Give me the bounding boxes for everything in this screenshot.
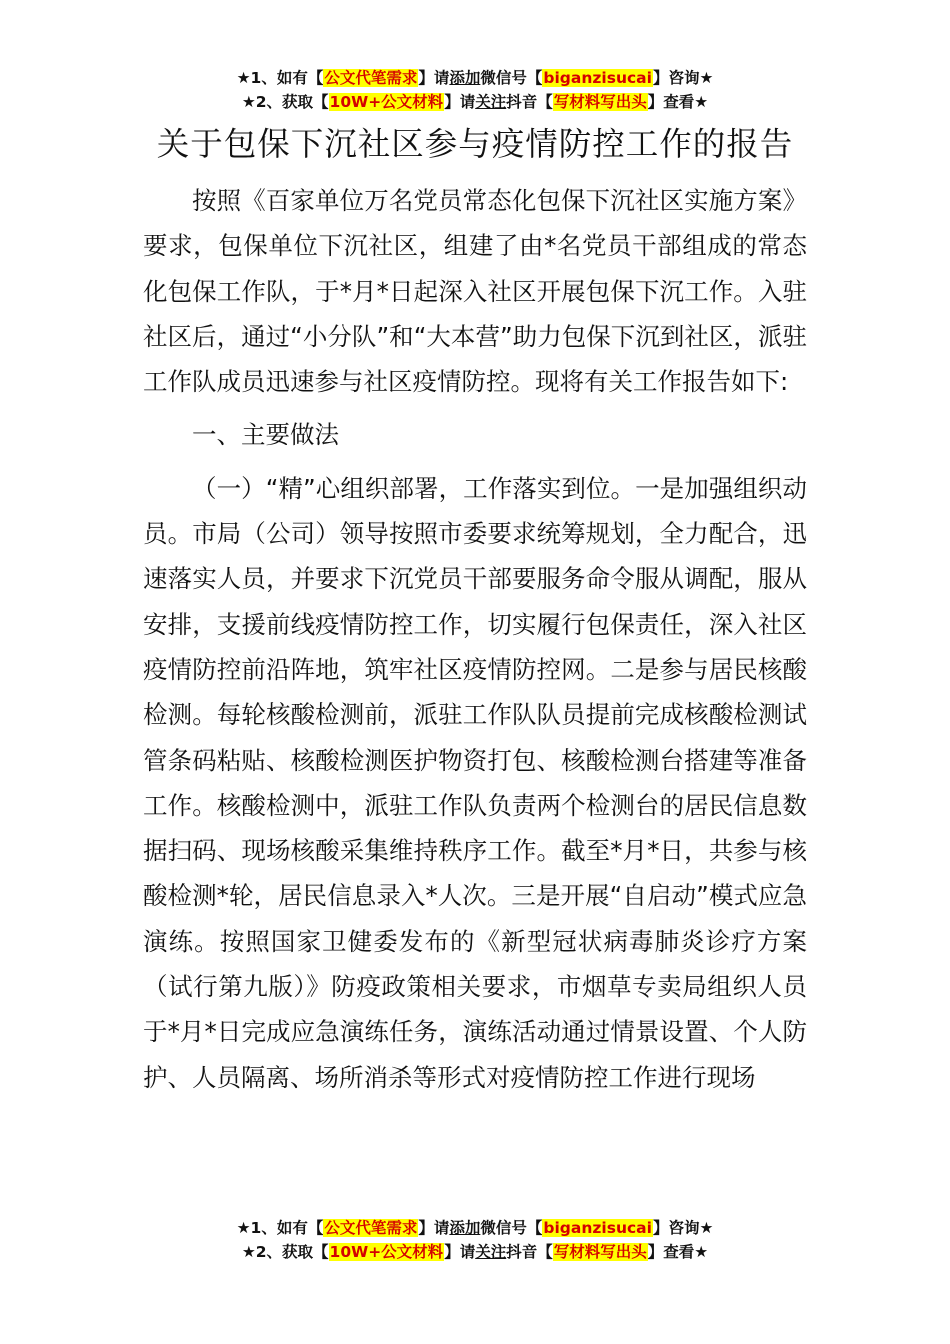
banner-text: 】咨询★ — [652, 1219, 714, 1237]
banner-text: 】查看★ — [647, 1243, 709, 1261]
underlined-text: 关注 — [475, 93, 507, 111]
banner-text: 】请 — [444, 93, 476, 111]
highlight-text: biganzisucai — [543, 69, 652, 87]
banner-text: 微信号【 — [480, 1219, 543, 1237]
banner-text: 】请 — [444, 1243, 476, 1261]
paragraph-section-1: （一）“精”心组织部署，工作落实到位。一是加强组织动员。市局（公司）领导按照市委要求统筹规划，全力配合，迅速落实人员，并要求下沉党员干部要服务命令服从调配，服从安排，支援前线疫情防控工作，切实履行包保责任，深入社区疫情防控前沿阵地，筑牢社区疫情防控网。二是参与居民核酸检测。每轮核酸检测前，派驻工作队队员提前完成核酸检测试管条码粘贴、核酸检测医护物资打包、核酸检测台搭建等准备工作。核酸检测中，派驻工作队负责两个检测台的居民信息数据扫码、现场核酸采集维持秩序工作。截至*月*日，共参与核酸检测*轮，居民信息录入*人次。三是开展“自启动”模式应急演练。按照国家卫健委发布的《新型冠状病毒肺炎诊疗方案（试行第九版）》防疫政策相关要求，市烟草专卖局组织人员于*月*日完成应急演练任务，演练活动通过情景设置、个人防护、人员隔离、场所消杀等形式对疫情防控工作进行现场 — [143, 473, 807, 1092]
underlined-text: 添加 — [449, 1219, 481, 1237]
banner-text: 微信号【 — [480, 69, 543, 87]
banner-line-1 — [0, 1216, 950, 1240]
highlight-text: 公文代笔需求 — [324, 69, 418, 87]
banner-text: ★1、如有【 — [236, 1219, 324, 1237]
banner-text: 】查看★ — [647, 93, 709, 111]
section-heading: 一、主要做法 — [192, 420, 339, 450]
banner-text: 】请 — [418, 1219, 450, 1237]
highlight-text: 写材料写出头 — [553, 1243, 647, 1261]
banner-line-1 — [0, 66, 950, 90]
banner-text: 抖音【 — [506, 1243, 553, 1261]
banner-text: 】请 — [418, 69, 450, 87]
underlined-text: 添加 — [449, 69, 481, 87]
paragraph-intro: 按照《百家单位万名党员常态化包保下沉社区实施方案》要求，包保单位下沉社区，组建了由*名党员干部组成的常态化包保工作队，于*月*日起深入社区开展包保下沉工作。入驻社区后，通过“小分队”和“大本营”助力包保下沉到社区，派驻工作队成员迅速参与社区疫情防控。现将有关工作报告如下: — [143, 186, 807, 397]
banner-text: ★2、获取【 — [241, 93, 329, 111]
highlight-text: 10W+公文材料 — [329, 93, 444, 111]
document-title: 关于包保下沉社区参与疫情防控工作的报告 — [156, 125, 794, 163]
highlight-text: biganzisucai — [543, 1219, 652, 1237]
bottom-banner — [0, 1216, 950, 1264]
top-banner — [0, 66, 950, 114]
banner-text: ★2、获取【 — [241, 1243, 329, 1261]
document-body — [143, 178, 807, 1100]
banner-line-2 — [0, 90, 950, 114]
underlined-text: 关注 — [475, 1243, 507, 1261]
highlight-text: 公文代笔需求 — [324, 1219, 418, 1237]
highlight-text: 10W+公文材料 — [329, 1243, 444, 1261]
banner-line-2 — [0, 1240, 950, 1264]
banner-text: ★1、如有【 — [236, 69, 324, 87]
highlight-text: 写材料写出头 — [553, 93, 647, 111]
banner-text: 】咨询★ — [652, 69, 714, 87]
banner-text: 抖音【 — [506, 93, 553, 111]
